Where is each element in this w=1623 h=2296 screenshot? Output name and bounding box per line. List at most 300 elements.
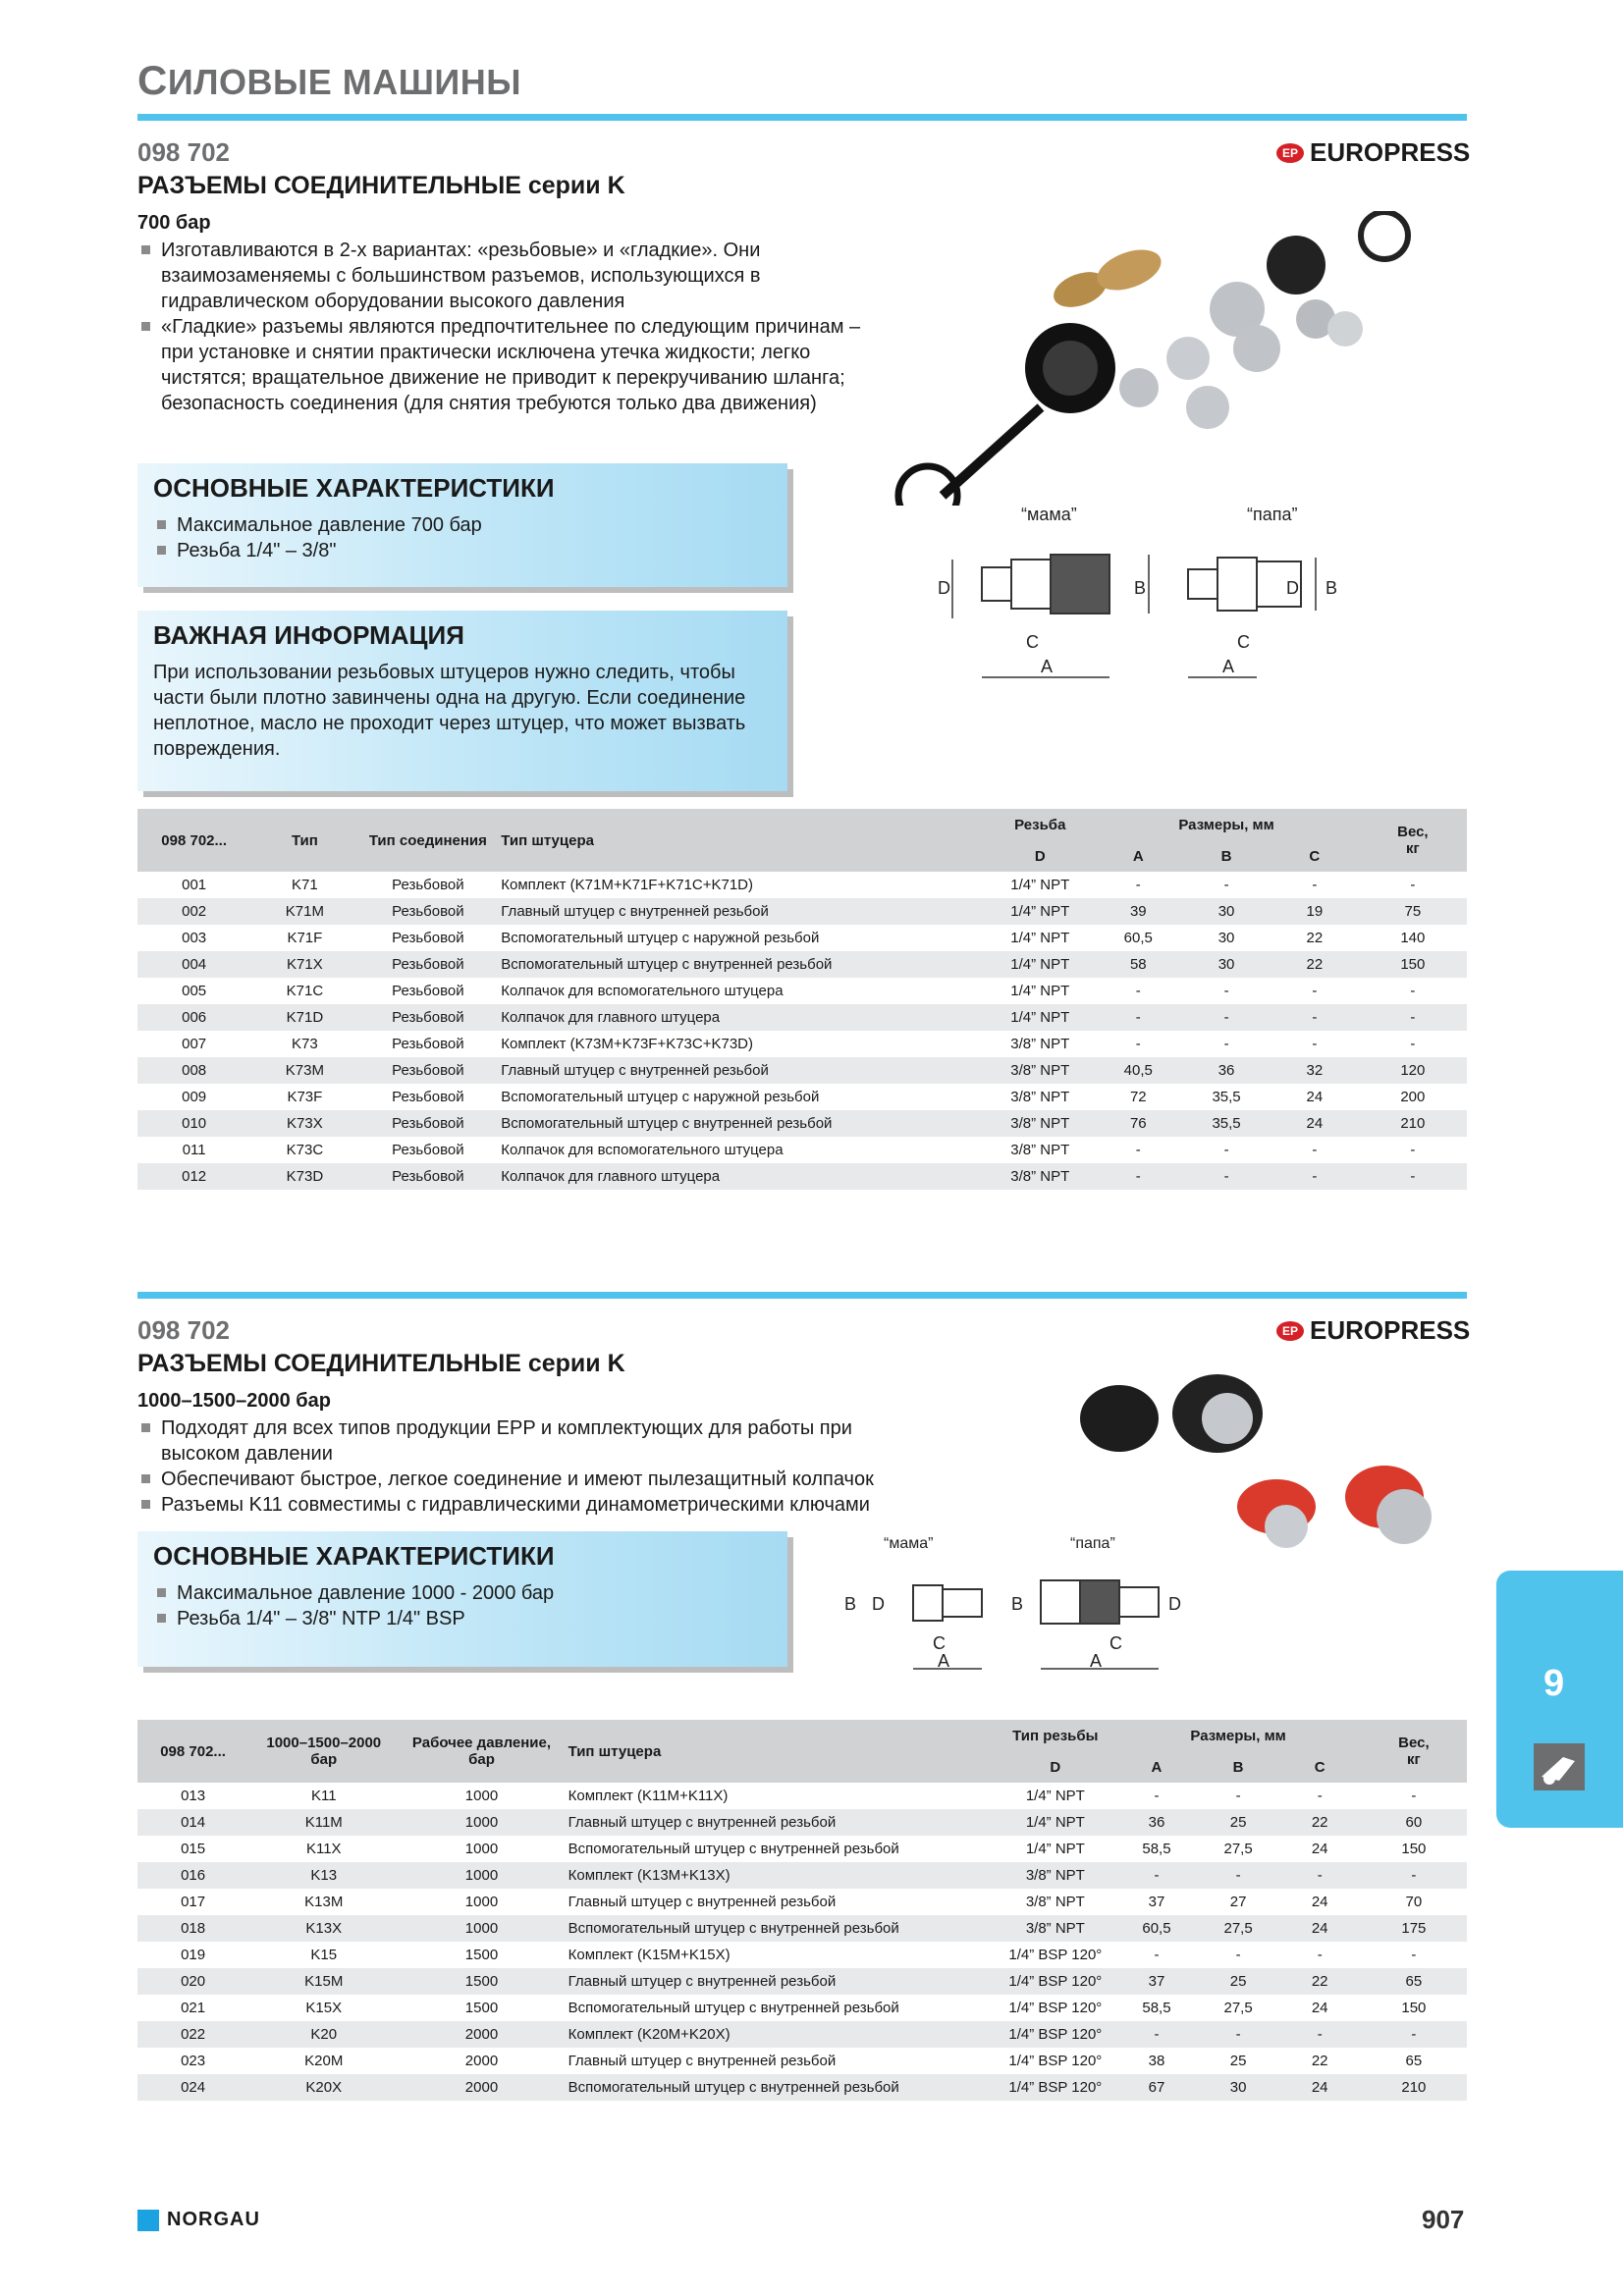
diagram-label-papa: “папа” (1247, 505, 1298, 524)
table-cell: K71M (250, 898, 358, 925)
table-cell: 22 (1279, 1809, 1361, 1836)
footer-brand: NORGAU (137, 2209, 260, 2231)
list-item: Резьба 1/4" – 3/8" NTP 1/4" BSP (153, 1606, 554, 1631)
table-row (137, 1057, 1467, 1084)
dim-label-b: B (844, 1594, 857, 1614)
table-cell: 27,5 (1223, 1841, 1253, 1857)
section-title: РАЗЪЕМЫ СОЕДИНИТЕЛЬНЫЕ серии K (137, 172, 625, 199)
table-cell: K20 (248, 2021, 399, 2048)
table-row (137, 2048, 1467, 2074)
table-cell: 25 (1198, 1968, 1279, 1995)
table-cell: 018 (137, 1915, 248, 1942)
col-header-b: B (1198, 1751, 1279, 1783)
table-cell: K71F (287, 930, 323, 946)
table-cell: 150 (1359, 951, 1467, 978)
brand-logo: EP EUROPRESS (1276, 137, 1470, 168)
diagram-label-mama: “мама” (1021, 505, 1077, 524)
table-cell: 200 (1400, 1089, 1426, 1105)
table-cell: - (1312, 1036, 1318, 1052)
dim-label-a: A (938, 1651, 950, 1671)
table-row (137, 1968, 1467, 1995)
important-info-box (137, 611, 787, 791)
table-cell: - (1094, 1163, 1182, 1190)
table-cell: Колпачок для вспомогательного штуцера (501, 983, 784, 999)
table-cell: 24 (1311, 1894, 1328, 1910)
table-cell: 022 (137, 2021, 248, 2048)
table-cell: 016 (137, 1862, 248, 1889)
table-cell: 76 (1094, 1110, 1182, 1137)
table-cell: 1000 (464, 1788, 499, 1804)
table-row (137, 1783, 1467, 1809)
table-cell: 22 (1279, 1968, 1361, 1995)
header-rule (137, 114, 1467, 121)
col-header-b: B (1182, 840, 1271, 872)
feature-list (137, 1415, 923, 1518)
col-header-d: D (995, 1751, 1115, 1783)
section-rule (137, 1292, 1467, 1299)
table-cell: 150 (1401, 2000, 1427, 2016)
table-cell: 002 (137, 898, 250, 925)
table-cell: - (1223, 983, 1229, 999)
table-cell: 1/4” NPT (986, 1004, 1094, 1031)
table-row (137, 1084, 1467, 1110)
table-cell: - (1359, 1004, 1467, 1031)
col-header-weight: Вес, кг (1361, 1720, 1467, 1783)
table-cell: K20M (304, 2053, 344, 2069)
table-cell: K11X (305, 1841, 342, 1857)
table-cell: 001 (182, 877, 207, 893)
col-header-bar: 1000–1500–2000 бар (248, 1720, 399, 1783)
list-item: Подходят для всех типов продукции EPP и комплектующих для работы при высоком давлении (137, 1415, 923, 1467)
table-cell: 020 (137, 1968, 248, 1995)
table-cell: 1/4” NPT (1010, 877, 1070, 893)
table-cell: Резьбовой (358, 1057, 497, 1084)
table-cell: K73X (250, 1110, 358, 1137)
important-info-title: ВАЖНАЯ ИНФОРМАЦИЯ (153, 620, 464, 650)
table-cell: Комплект (K11M+K11X) (568, 1788, 729, 1804)
table-cell: K71 (292, 877, 318, 893)
table-cell: 1/4” NPT (995, 1809, 1115, 1836)
table-cell: Резьбовой (358, 898, 497, 925)
table-cell: - (1317, 1947, 1323, 1963)
table-cell: - (1094, 1004, 1182, 1031)
table-cell: - (1154, 1788, 1160, 1804)
table-cell: 37 (1115, 1968, 1197, 1995)
table-cell: K13 (248, 1862, 399, 1889)
table-cell: - (1198, 2021, 1279, 2048)
table-cell: 36 (1115, 1809, 1197, 1836)
table-cell: 1000 (399, 1915, 564, 1942)
table-cell: 1/4” BSP 120° (1008, 1947, 1103, 1963)
table-cell: - (1312, 877, 1318, 893)
table-cell: - (1182, 1004, 1271, 1031)
list-item: Максимальное давление 1000 - 2000 бар (153, 1580, 554, 1606)
col-header-a: A (1115, 1751, 1197, 1783)
table-row (137, 1809, 1467, 1836)
table-cell: 140 (1400, 930, 1426, 946)
table-cell: Комплект (K20M+K20X) (565, 2021, 996, 2048)
table-cell: 1000 (464, 1841, 499, 1857)
table-cell: K11 (310, 1788, 337, 1804)
table-cell: K73D (250, 1163, 358, 1190)
product-photo (884, 211, 1434, 506)
table-row (137, 872, 1467, 898)
table-cell: - (1317, 1788, 1323, 1804)
table-cell: - (1312, 983, 1318, 999)
table-cell: 1000 (464, 1894, 499, 1910)
table-cell: 25 (1229, 2053, 1247, 2069)
table-cell: Комплект (K73M+K73F+K73C+K73D) (501, 1036, 754, 1052)
table-cell: 60,5 (1115, 1915, 1197, 1942)
table-cell: - (1361, 2021, 1467, 2048)
col-header-a: A (1094, 840, 1182, 872)
table-cell: 24 (1279, 1915, 1361, 1942)
table-cell: - (1410, 1142, 1416, 1158)
table-row (137, 1163, 1467, 1190)
product-code: 098 702 (137, 1315, 230, 1345)
table-row (137, 1915, 1467, 1942)
table-cell: Резьбовой (358, 1163, 497, 1190)
dimension-diagram (825, 1526, 1198, 1683)
table-cell: Вспомогательный штуцер с внутренней резьбой (565, 2074, 996, 2101)
characteristics-list (153, 1580, 554, 1631)
table-cell: 005 (182, 983, 207, 999)
table-cell: 2000 (399, 2074, 564, 2101)
table-cell: 2000 (399, 2021, 564, 2048)
table-cell: - (1223, 1142, 1229, 1158)
table-cell: 22 (1311, 2053, 1328, 2069)
table-cell: 1/4” BSP 120° (1008, 2053, 1103, 2069)
important-info-text: При использовании резьбовых штуцеров нужно следить, чтобы части были плотно завинчены одна на другую. Если соединение неплотное, масло не проходит через штуцер, что может вызвать повреждения. (153, 662, 746, 760)
col-header-d: D (986, 840, 1094, 872)
list-item: Разъемы K11 совместимы с гидравлическими динамометрическими ключами (137, 1492, 923, 1518)
pressure-label: 700 бар (137, 212, 211, 234)
col-header-work-pressure: Рабочее давление, бар (399, 1720, 564, 1783)
norgau-logo-icon (137, 2210, 159, 2231)
dim-label-c: C (933, 1633, 946, 1653)
table-row (137, 1137, 1467, 1163)
table-cell: Вспомогательный штуцер с внутренней резьбой (568, 1841, 899, 1857)
page-title: СИЛОВЫЕ МАШИНЫ (137, 57, 522, 103)
table-cell: 1/4” BSP 120° (1008, 2000, 1103, 2016)
table-cell: 1000 (399, 1862, 564, 1889)
table-cell: 023 (181, 2053, 206, 2069)
table-cell: 1500 (464, 2000, 499, 2016)
diagram-label-papa: “папа” (1070, 1535, 1115, 1552)
table-cell: 1/4” BSP 120° (995, 2021, 1115, 2048)
table-row (137, 1862, 1467, 1889)
table-cell: K73F (287, 1089, 323, 1105)
table-cell: Комплект (K15M+K15X) (568, 1947, 730, 1963)
list-item: Изготавливаются в 2-х вариантах: «резьбовые» и «гладкие». Они взаимозаменяемы с большинством разъемов, использующихся в гидравлическом оборудовании высокого давления (137, 238, 893, 314)
table-cell: K15 (310, 1947, 338, 1963)
table-cell: - (1410, 1036, 1416, 1052)
table-row (137, 1995, 1467, 2021)
table-cell: 3/8” NPT (1010, 1036, 1070, 1052)
table-cell: K20X (248, 2074, 399, 2101)
table-cell: 010 (137, 1110, 250, 1137)
table-cell: - (1135, 877, 1141, 893)
table-cell: Резьбовой (392, 930, 464, 946)
table-cell: Комплект (K71M+K71F+K71C+K71D) (501, 877, 754, 893)
table-cell: - (1182, 1163, 1271, 1190)
dim-label-c2: C (1109, 1633, 1122, 1653)
section-title: РАЗЪЕМЫ СОЕДИНИТЕЛЬНЫЕ серии K (137, 1350, 625, 1377)
table-cell: K71C (286, 983, 324, 999)
table-cell: 210 (1359, 1110, 1467, 1137)
table-cell: - (1411, 1947, 1417, 1963)
table-cell: - (1154, 1947, 1160, 1963)
table-cell: 30 (1198, 2074, 1279, 2101)
spec-table-high-pressure (137, 1720, 1467, 2101)
table-cell: 1/4” NPT (986, 951, 1094, 978)
col-header-dims: Размеры, мм (1094, 809, 1358, 840)
product-code: 098 702 (137, 137, 230, 167)
dim-label-d2: D (1286, 578, 1299, 598)
dim-label-d: D (938, 578, 950, 598)
table-cell: - (1135, 1142, 1141, 1158)
table-cell: - (1312, 1142, 1318, 1158)
table-row (137, 1004, 1467, 1031)
table-row (137, 898, 1467, 925)
table-cell: K15X (305, 2000, 343, 2016)
table-cell: 1/4” NPT (1025, 1788, 1085, 1804)
spec-table-700 (137, 809, 1467, 1190)
table-cell: 27,5 (1198, 1915, 1279, 1942)
table-cell: 25 (1198, 1809, 1279, 1836)
table-cell: K11M (248, 1809, 399, 1836)
col-header-dims: Размеры, мм (1115, 1720, 1360, 1751)
dim-label-d: D (872, 1594, 885, 1614)
diagram-label-mama: “мама” (884, 1535, 934, 1552)
table-cell: 1000 (399, 1809, 564, 1836)
characteristics-box (137, 1531, 787, 1667)
table-cell: - (1411, 1788, 1417, 1804)
table-row (137, 1031, 1467, 1057)
table-cell: 3/8” NPT (1010, 1142, 1070, 1158)
col-header-type: Тип (250, 809, 358, 872)
table-cell: 003 (182, 930, 207, 946)
table-cell: - (1198, 1862, 1279, 1889)
table-cell: 013 (181, 1788, 206, 1804)
characteristics-title: ОСНОВНЫЕ ХАРАКТЕРИСТИКИ (153, 1541, 555, 1571)
table-row (137, 951, 1467, 978)
dim-label-a2: A (1222, 657, 1235, 676)
col-header-c: C (1279, 1751, 1361, 1783)
table-cell: - (1410, 983, 1416, 999)
table-cell: K71D (250, 1004, 358, 1031)
table-cell: Комплект (K13M+K13X) (565, 1862, 996, 1889)
table-cell: 22 (1306, 930, 1324, 946)
table-cell: Резьбовой (358, 1004, 497, 1031)
table-cell: 120 (1359, 1057, 1467, 1084)
table-cell: 37 (1148, 1894, 1165, 1910)
dim-label-c: C (1026, 632, 1039, 652)
dim-label-d2: D (1168, 1594, 1181, 1614)
table-cell: 32 (1271, 1057, 1359, 1084)
table-cell: 22 (1271, 951, 1359, 978)
table-cell: Главный штуцер с внутренней резьбой (565, 1968, 996, 1995)
pressure-label: 1000–1500–2000 бар (137, 1390, 331, 1412)
table-row (137, 925, 1467, 951)
table-cell: 3/8” NPT (986, 1057, 1094, 1084)
table-cell: - (1223, 1036, 1229, 1052)
table-cell: 30 (1217, 930, 1235, 946)
table-cell: 35,5 (1182, 1110, 1271, 1137)
table-cell: 35,5 (1212, 1089, 1241, 1105)
table-cell: K71X (250, 951, 358, 978)
table-cell: 1500 (399, 1968, 564, 1995)
table-cell: - (1235, 1947, 1241, 1963)
table-cell: 007 (182, 1036, 207, 1052)
table-cell: K13M (304, 1894, 344, 1910)
table-cell: - (1279, 1862, 1361, 1889)
table-cell: Главный штуцер с внутренней резьбой (497, 898, 986, 925)
table-cell: 009 (182, 1089, 207, 1105)
table-cell: Резьбовой (358, 1110, 497, 1137)
table-cell: 004 (137, 951, 250, 978)
table-cell: 24 (1311, 2000, 1328, 2016)
table-cell: 024 (137, 2074, 248, 2101)
table-cell: 58,5 (1142, 2000, 1171, 2016)
table-cell: 014 (137, 1809, 248, 1836)
list-item: Резьба 1/4" – 3/8" (153, 538, 482, 563)
table-cell: Вспомогательный штуцер с наружной резьбой (501, 1089, 820, 1105)
col-header-c: C (1271, 840, 1359, 872)
table-cell: 019 (181, 1947, 206, 1963)
table-cell: 40,5 (1094, 1057, 1182, 1084)
table-cell: 65 (1405, 2053, 1423, 2069)
table-cell: 021 (181, 2000, 206, 2016)
dim-label-a: A (1041, 657, 1054, 676)
table-cell: Колпачок для главного штуцера (497, 1004, 986, 1031)
table-cell: 27,5 (1223, 2000, 1253, 2016)
table-cell: 006 (137, 1004, 250, 1031)
table-cell: Главный штуцер с внутренней резьбой (568, 1894, 837, 1910)
table-cell: Вспомогательный штуцер с внутренней резьбой (568, 2000, 899, 2016)
list-item: Обеспечивают быстрое, легкое соединение и имеют пылезащитный колпачок (137, 1467, 923, 1492)
table-cell: - (1271, 1163, 1359, 1190)
table-cell: 60,5 (1123, 930, 1153, 946)
characteristics-box (137, 463, 787, 587)
table-cell: 2000 (464, 2053, 499, 2069)
table-cell: 1/4” NPT (1010, 983, 1070, 999)
table-cell: Резьбовой (392, 1036, 464, 1052)
table-cell: 19 (1271, 898, 1359, 925)
dim-label-b2: B (1325, 578, 1338, 598)
table-cell: 72 (1129, 1089, 1147, 1105)
table-cell: 012 (137, 1163, 250, 1190)
table-cell: K73 (292, 1036, 318, 1052)
dimension-diagram (923, 501, 1375, 687)
table-cell: 210 (1361, 2074, 1467, 2101)
table-cell: Главный штуцер с внутренней резьбой (565, 1809, 996, 1836)
table-cell: Резьбовой (358, 951, 497, 978)
table-cell: Вспомогательный штуцер с внутренней резьбой (497, 1110, 986, 1137)
feature-list (137, 238, 893, 416)
col-header-fitting: Тип штуцера (565, 1720, 996, 1783)
list-item: «Гладкие» разъемы являются предпочтительнее по следующим причинам – при установке и снятии практически исключена утечка жидкости; легко чистятся; вращательное движение не приводит к перекручиванию шланга; безопасность соединения (для снятия требуются только два движения) (137, 314, 893, 416)
characteristics-list (153, 512, 482, 563)
table-row (137, 1889, 1467, 1915)
table-cell: Вспомогательный штуцер с внутренней резьбой (565, 1915, 996, 1942)
col-header-code: 098 702... (137, 1720, 248, 1783)
table-cell: 3/8” NPT (986, 1163, 1094, 1190)
table-row (137, 2021, 1467, 2048)
table-cell: 011 (182, 1142, 206, 1158)
table-cell: - (1135, 983, 1141, 999)
dim-label-a2: A (1090, 1651, 1103, 1671)
table-cell: 3/8” NPT (1025, 1894, 1085, 1910)
table-cell: K15M (248, 1968, 399, 1995)
table-cell: Резьбовой (392, 1089, 464, 1105)
table-cell: K13X (248, 1915, 399, 1942)
table-cell: 008 (137, 1057, 250, 1084)
table-cell: 1/4” BSP 120° (995, 1968, 1115, 1995)
table-cell: 24 (1271, 1110, 1359, 1137)
table-cell: Резьбовой (392, 983, 464, 999)
table-cell: 36 (1182, 1057, 1271, 1084)
table-cell: K73M (250, 1057, 358, 1084)
table-cell: 70 (1405, 1894, 1423, 1910)
table-cell: Колпачок для главного штуцера (497, 1163, 986, 1190)
table-cell: 017 (181, 1894, 206, 1910)
table-cell: 3/8” NPT (986, 1110, 1094, 1137)
table-cell: 30 (1182, 951, 1271, 978)
table-cell: 1/4” NPT (1010, 930, 1070, 946)
table-cell: - (1223, 877, 1229, 893)
table-cell: 3/8” NPT (995, 1862, 1115, 1889)
table-cell: 24 (1311, 1841, 1328, 1857)
table-cell: 3/8” NPT (995, 1915, 1115, 1942)
table-cell: Вспомогательный штуцер с внутренней резьбой (497, 951, 986, 978)
table-cell: Главный штуцер с внутренней резьбой (497, 1057, 986, 1084)
table-cell: Вспомогательный штуцер с наружной резьбой (501, 930, 820, 946)
col-header-thread: Резьба (986, 809, 1094, 840)
table-cell: Главный штуцер с внутренней резьбой (568, 2053, 837, 2069)
table-cell: 38 (1148, 2053, 1165, 2069)
table-cell: - (1135, 1036, 1141, 1052)
characteristics-title: ОСНОВНЫЕ ХАРАКТЕРИСТИКИ (153, 473, 555, 503)
table-cell: Резьбовой (392, 877, 464, 893)
table-cell: - (1410, 877, 1416, 893)
dim-label-b: B (1134, 578, 1147, 598)
table-cell: 1/4” BSP 120° (995, 2074, 1115, 2101)
col-header-code: 098 702... (137, 809, 250, 872)
chapter-number: 9 (1543, 1663, 1565, 1704)
table-row (137, 1110, 1467, 1137)
list-item: Максимальное давление 700 бар (153, 512, 482, 538)
col-header-weight: Вес, кг (1359, 809, 1467, 872)
table-cell: - (1115, 1862, 1197, 1889)
europress-logo-icon: EP (1276, 1321, 1304, 1341)
table-cell: 75 (1359, 898, 1467, 925)
table-cell: - (1271, 1004, 1359, 1031)
table-row (137, 1942, 1467, 1968)
table-cell: - (1359, 1163, 1467, 1190)
table-cell: 015 (181, 1841, 206, 1857)
europress-logo-icon: EP (1276, 143, 1304, 163)
table-cell: 1/4” NPT (1025, 1841, 1085, 1857)
brand-logo: EP EUROPRESS (1276, 1315, 1470, 1346)
dim-label-c2: C (1237, 632, 1250, 652)
table-cell: 60 (1361, 1809, 1467, 1836)
table-cell: 1500 (464, 1947, 499, 1963)
table-cell: 175 (1361, 1915, 1467, 1942)
table-cell: 27 (1229, 1894, 1247, 1910)
table-cell: - (1279, 2021, 1361, 2048)
table-cell: - (1361, 1862, 1467, 1889)
